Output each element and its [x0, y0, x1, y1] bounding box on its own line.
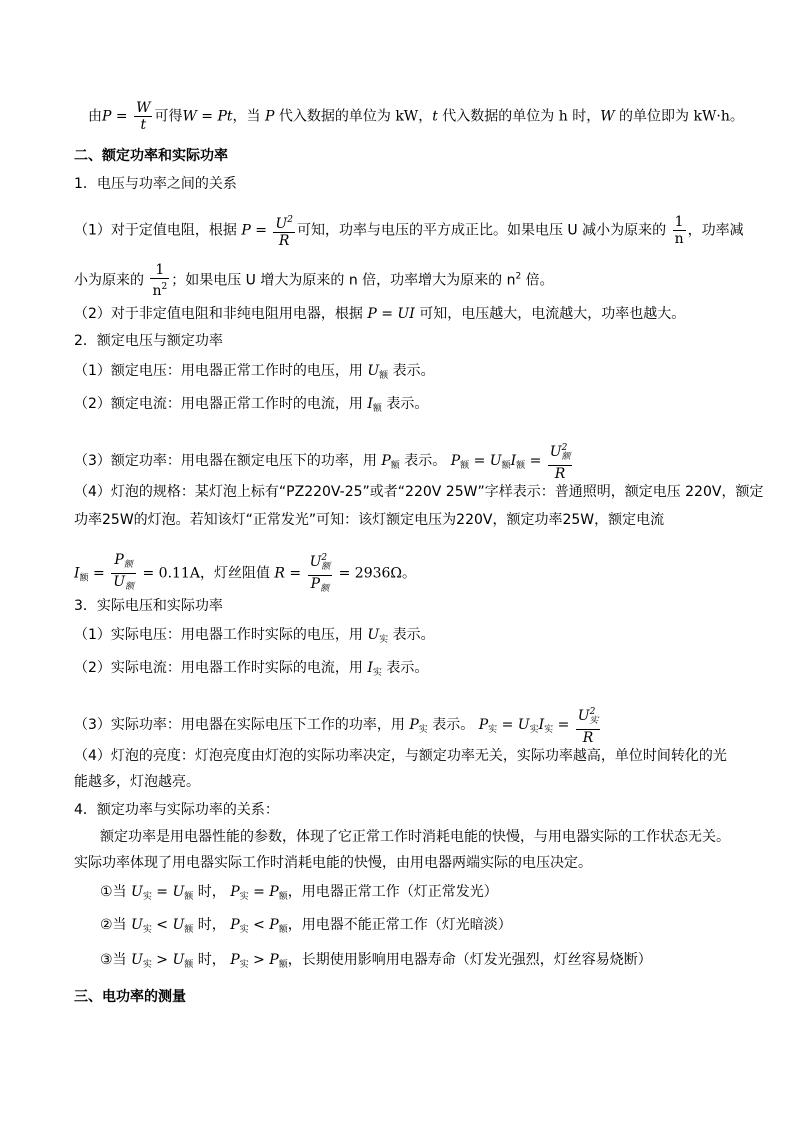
text-line: （2）对于非定值电阻和非纯电阻用电器，根据 P = UI 可知，电压越大，电流越大，功率也越大。	[74, 306, 686, 322]
text-line: 功率25W的灯泡。若知该灯“正常发光”可知：该灯额定电压为220V，额定功率25W，额定电流	[74, 512, 665, 528]
text-line: （4）灯泡的规格：某灯泡上标有“PZ220V-25”或者“220V 25W”字样表示：普通照明，额定电压 220V，额定	[74, 484, 764, 500]
text-line: （2）实际电流：用电器工作时实际的电流，用 $I_实$ 表示。	[74, 660, 429, 678]
text-line: （2）额定电流：用电器正常工作时的电流，用 $I_额$ 表示。	[74, 396, 429, 414]
list-item: ①当 $U_实 = U_额$ 时， $P_实 = P_额$，用电器正常工作（灯正常发光）	[100, 884, 498, 902]
section-heading: 二、额定功率和实际功率	[74, 148, 228, 164]
text-line: （1）对于定值电阻，根据 P = $\frac{U^2}{R}$ 可知，功率与电压的平方成正比。如果电压 U 减小为原来的 $\frac{1}{n}$ ，功率减	[74, 214, 744, 249]
text-line: （1）额定电压：用电器正常工作时的电压，用 $U_额$ 表示。	[74, 363, 435, 381]
text-line: 小为原来的 $\frac{1}{n^2}$ ；如果电压 U 增大为原来的 n 倍，功率增大为原来的 $n^2$ 倍。	[74, 262, 554, 299]
subsection-heading: 2．额定电压与额定功率	[74, 333, 223, 349]
text-line: （3）额定功率：用电器在额定电压下的功率，用 $P_额$ 表示。 $P_额 = U_额I_额$ = $\frac{U^2_额}{R}$	[74, 440, 732, 482]
section-heading: 三、电功率的测量	[74, 989, 186, 1005]
text-line: 额定功率是用电器性能的参数，体现了它正常工作时消耗电能的快慢，与用电器实际的工作状态无关。	[100, 829, 730, 845]
text-line: $I_额$ = $\frac{P_额}{U_额}$ = 0.11A，灯丝阻值 R = $\frac{U^2_额}{P_额}$ = 2936Ω。	[74, 552, 417, 594]
list-item: ③当 $U_实 > U_额$ 时， $P_实 > P_额$，长期使用影响用电器寿命（灯发光强烈，灯丝容易烧断）	[100, 952, 652, 970]
text-line: 能越多，灯泡越亮。	[74, 774, 200, 790]
text-line: （4）灯泡的亮度：灯泡亮度由灯泡的实际功率决定，与额定功率无关，实际功率越高，单位时间转化的光	[74, 748, 727, 764]
subsection-heading: 1．电压与功率之间的关系	[74, 176, 237, 192]
subsection-heading: 4．额定功率与实际功率的关系：	[74, 802, 279, 818]
text-line: 实际功率体现了用电器实际工作时消耗电能的快慢，由用电器两端实际的电压决定。	[74, 855, 592, 871]
list-item: ②当 $U_实 < U_额$ 时， $P_实 < P_额$，用电器不能正常工作（灯光暗淡）	[100, 917, 512, 935]
fraction: $\frac{W}{t}$	[136, 100, 151, 133]
subsection-heading: 3．实际电压和实际功率	[74, 598, 223, 614]
text-line: （1）实际电压：用电器工作时实际的电压，用 $U_实$ 表示。	[74, 627, 435, 645]
text-line: 由P = $\frac{W}{t}$ 可得W = Pt，当 P 代入数据的单位为 kW，t 代入数据的单位为 h 时，W 的单位即为 kW·h。	[88, 100, 744, 133]
text-line: （3）实际功率：用电器在实际电压下工作的功率，用 $P_实$ 表示。 $P_实 = U_实I_实$ = $\frac{U^2_实}{R}$	[74, 704, 732, 746]
